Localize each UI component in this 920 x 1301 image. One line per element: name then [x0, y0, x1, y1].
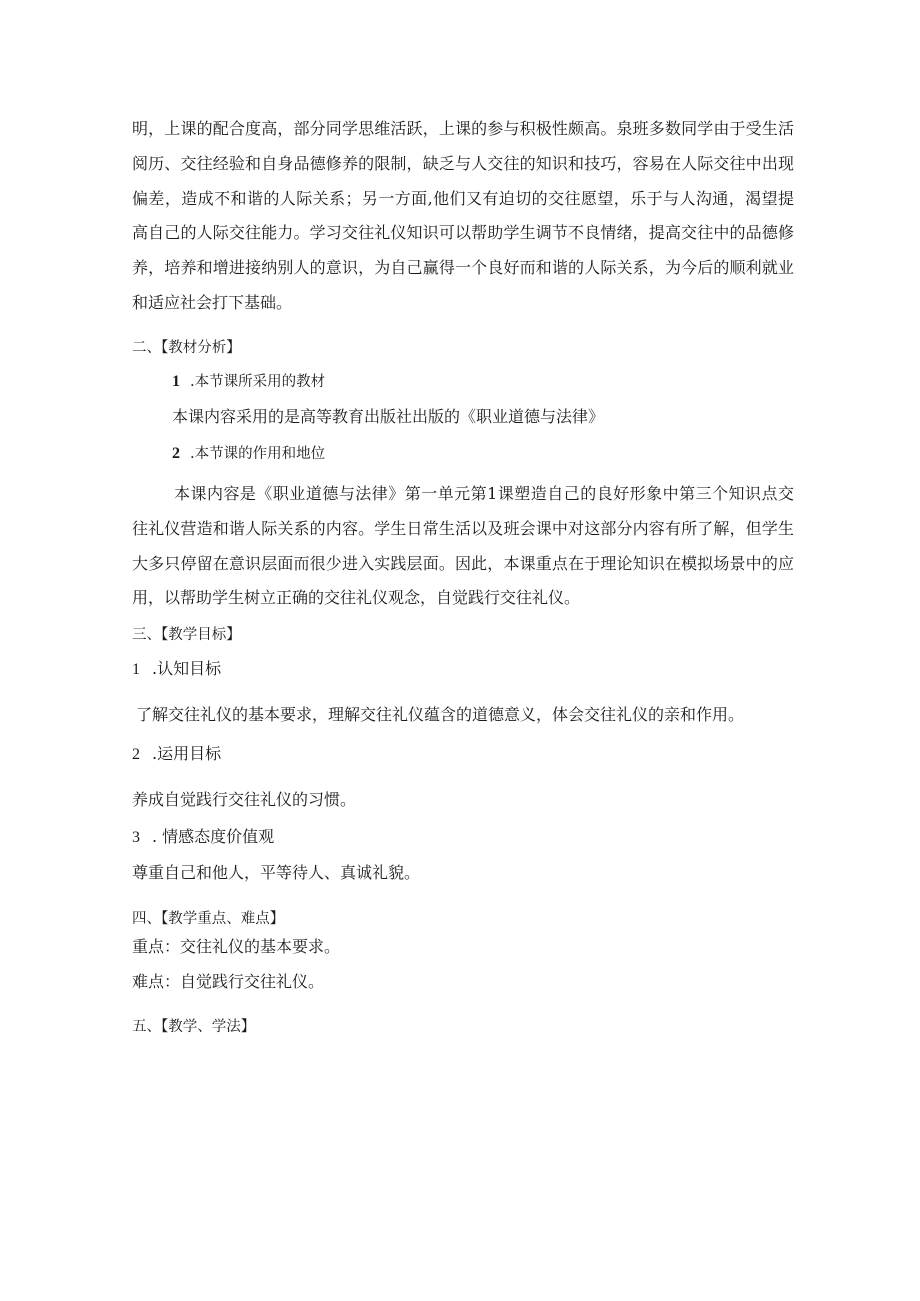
goal-title: . 情感态度价值观 [152, 827, 275, 846]
item-title: .本节课所采用的教材 [190, 374, 326, 390]
goal-number: 2 [132, 746, 140, 763]
role-line: 本课内容是《职业道德与法律》第一单元第1课塑造自己的良好形象中第三个知识点交 [174, 484, 794, 503]
role-position-paragraph [132, 477, 794, 616]
goal-title: .运用目标 [152, 744, 222, 763]
goal-cognitive-heading [132, 659, 221, 680]
role-line: 大多只停留在意识层面而很少进入实践层面。因此，本课重点在于理论知识在模拟场景中的应 [132, 553, 794, 573]
key-point-text: 重点：交往礼仪的基本要求。 [132, 937, 341, 956]
textbook-description: 本课内容采用的是高等教育出版社出版的《职业道德与法律》 [172, 407, 605, 426]
subheading-role-position [172, 444, 325, 464]
goal-title: .认知目标 [152, 659, 222, 678]
goal-number: 3 [132, 829, 140, 846]
role-line: 用，以帮助学生树立正确的交往礼仪观念，自觉践行交往礼仪。 [132, 588, 581, 608]
goal-attitude-text: 尊重自己和他人，平等待人、真诚礼貌。 [132, 863, 421, 882]
item-title: .本节课的作用和地位 [190, 446, 326, 462]
role-line: 往礼仪营造和谐人际关系的内容。学生日常生活以及班会课中对这部分内容有所了解，但学生 [132, 518, 794, 538]
section-heading-methods: 五、【教学、学法】 [132, 1019, 256, 1035]
item-number: 2 [172, 445, 180, 462]
subheading-textbook-used [172, 372, 325, 392]
section-heading-textbook: 二、【教材分析】 [132, 340, 241, 356]
section-heading-key-points: 四、【教学重点、难点】 [132, 911, 285, 927]
intro-line: 明，上课的配合度高，部分同学思维活跃，上课的参与积极性颇高。泉班多数同学由于受生活 [132, 119, 794, 138]
intro-line: 和适应社会打下基础。 [132, 292, 293, 312]
item-number: 1 [172, 373, 180, 390]
goal-cognitive-text: 了解交往礼仪的基本要求，理解交往礼仪蕴含的道德意义，体会交往礼仪的亲和作用。 [136, 705, 745, 724]
goal-application-text: 养成自觉践行交往礼仪的习惯。 [132, 790, 357, 809]
intro-line: 偏差，造成不和谐的人际关系；另一方面,他们又有迫切的交往愿望，乐于与人沟通，渴望提 [132, 188, 794, 208]
intro-paragraph [132, 112, 794, 321]
goal-application-heading [132, 744, 221, 765]
intro-line: 高自己的人际交往能力。学习交往礼仪知识可以帮助学生调节不良情绪，提高交往中的品德修 [132, 223, 794, 243]
intro-line: 阅历、交往经验和自身品德修养的限制，缺乏与人交往的知识和技巧，容易在人际交往中出现 [132, 153, 794, 173]
difficulty-text: 难点：自觉践行交往礼仪。 [132, 972, 325, 991]
goal-number: 1 [132, 661, 140, 678]
section-heading-objectives: 三、【教学目标】 [132, 627, 241, 643]
intro-line: 养，培养和增进接纳别人的意识，为自己赢得一个良好而和谐的人际关系，为今后的顺利就业 [132, 258, 794, 278]
goal-attitude-heading [132, 827, 274, 848]
